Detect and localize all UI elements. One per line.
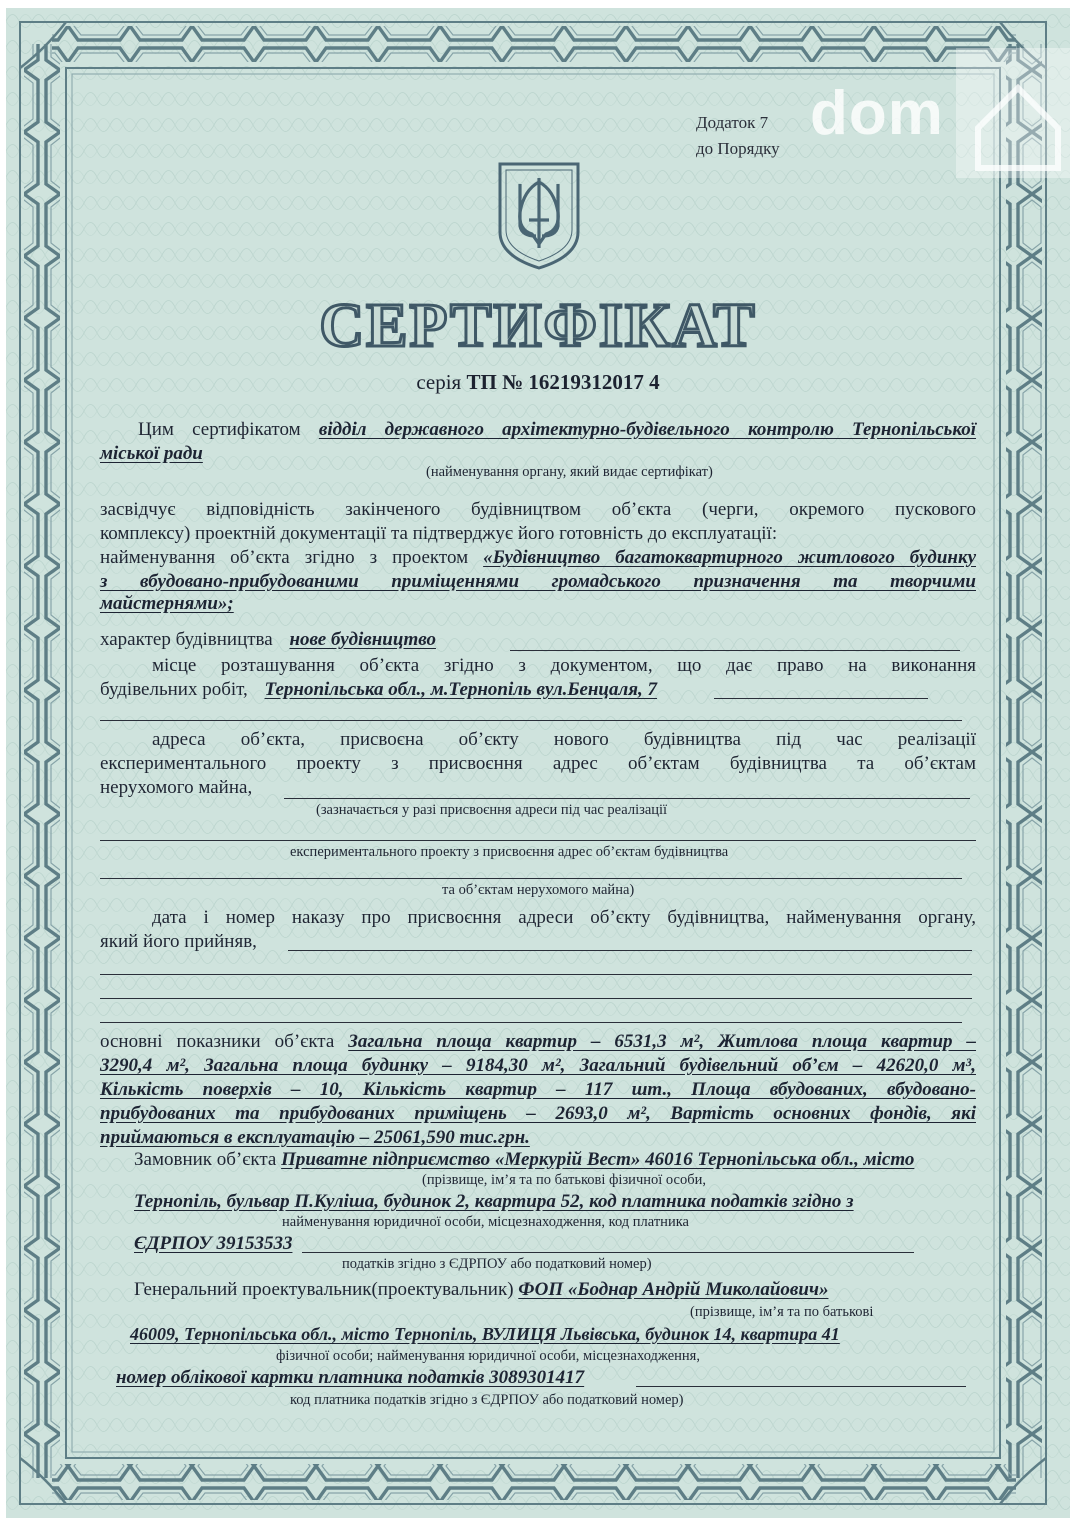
object-name-value-2: з вбудовано-прибудованими приміщеннями громадського призначення та творчими (100, 571, 976, 592)
address-caption-3: та об’єктам нерухомого майна) (442, 882, 635, 898)
object-name-line-1 (100, 546, 976, 570)
construction-type-line (510, 650, 960, 651)
construction-type-value: нове будівництво (289, 629, 436, 650)
customer-value-1: Приватне підприємство «Меркурій Вест» 46016 Тернопільська обл., місто (281, 1149, 915, 1170)
address-line-1: адреса об’єкта, присвоєна об’єкту нового будівництва під час реалізації (152, 729, 976, 750)
indicators-lead: основні показники об’єкта (100, 1031, 335, 1052)
order-blank-2 (100, 974, 972, 975)
designer-caption-1: (прізвище, ім’я та по батькові (690, 1304, 874, 1320)
address-caption-1: (зазначається у разі присвоєння адреси під час реалізації (316, 802, 668, 818)
order-blank-1 (288, 950, 972, 951)
issuer-caption: (найменування органу, який видає сертифікат) (426, 464, 713, 480)
issuer-value-1: відділ державного архітектурно-будівельного контролю Тернопільської (318, 419, 977, 440)
location-value: Тернопільська обл., м.Тернопіль вул.Бенцаля, 7 (264, 679, 658, 700)
title-text: СЕРТИФІКАТ (319, 292, 757, 360)
location-line-end (714, 698, 928, 699)
object-name-lead: найменування об’єкта згідно з проектом (100, 547, 469, 568)
indicators-value-1: Загальна площа квартир – 6531,3 м², Житлова площа квартир – (348, 1031, 977, 1052)
location-line-2 (100, 678, 657, 702)
order-line-2: який його прийняв, (100, 931, 257, 952)
designer-value-3: номер облікової картки платника податків 3089301417 (116, 1367, 585, 1388)
certifies-line-1: засвідчує відповідність закінченого будівництвом об’єкта (черги, окремого пускового (100, 499, 976, 520)
address-blank-3 (100, 878, 962, 879)
address-line-2: експериментального проекту з присвоєння адрес об’єктам будівництва та об’єктам (100, 753, 976, 774)
construction-type-row (100, 628, 436, 652)
certificate-page (6, 8, 1070, 1518)
issuer-value-2: міської ради (100, 443, 203, 464)
designer-line-1 (134, 1278, 976, 1302)
customer-value-3: ЄДРПОУ 39153533 (134, 1233, 293, 1254)
designer-caption-3: код платника податків згідно з ЄДРПОУ або податковий номер) (290, 1392, 684, 1408)
indicators-value-2: 3290,4 м², Загальна площа будинку – 9184,30 м², Загальний будівельний об’єм – 42620,0 м³, (100, 1055, 976, 1076)
serial-prefix: серія (416, 370, 462, 394)
object-name-value-1: «Будівництво багатоквартирного житлового будинку (483, 547, 977, 568)
annex-line-2: до Порядку (696, 139, 780, 158)
designer-caption-2: фізичної особи; найменування юридичної особи, місцезнаходження, (276, 1348, 700, 1364)
annex-note (696, 110, 780, 162)
designer-value-2: 46009, Тернопільська обл., місто Тернопіль, ВУЛИЦЯ Львівська, будинок 14, квартира 41 (130, 1324, 840, 1344)
customer-caption-2: найменування юридичної особи, місцезнаходження, код платника (282, 1214, 689, 1230)
customer-caption-3: податків згідно з ЄДРПОУ або податковий номер) (342, 1256, 652, 1272)
customer-caption-1: (прізвище, ім’я та по батькові фізичної особи, (422, 1172, 706, 1188)
designer-line-end (636, 1386, 966, 1387)
designer-value-1: ФОП «Боднар Андрій Миколайович» (518, 1279, 829, 1300)
address-line-3: нерухомого майна, (100, 777, 253, 798)
indicators-line-1 (100, 1030, 976, 1054)
indicators-value-3: Кількість поверхів – 10, Кількість квартир – 117 шт., Площа вбудованих, вбудовано- (100, 1079, 976, 1100)
location-blank-line (100, 720, 962, 721)
coat-of-arms-icon (496, 160, 582, 272)
annex-line-1: Додаток 7 (696, 113, 769, 132)
serial-series: ТП (466, 370, 497, 394)
issuer-line-1 (100, 418, 976, 442)
customer-value-2: Тернопіль, бульвар П.Куліша, будинок 2, квартира 52, код платника податків згідно з (134, 1191, 854, 1212)
customer-line-end (302, 1252, 914, 1253)
construction-type-lead: характер будівництва (100, 629, 273, 650)
watermark (748, 48, 1070, 188)
watermark-text: dom (810, 79, 944, 148)
designer-lead: Генеральний проектувальник(проектувальник) (134, 1279, 514, 1300)
issuer-lead: Цим сертифікатом (138, 419, 301, 440)
location-line-1: місце розташування об’єкта згідно з документом, що дає право на виконання (152, 655, 976, 676)
indicators-value-5: приймаються в експлуатацію – 25061,590 тис.грн. (100, 1127, 530, 1148)
object-name-value-3: майстернями»; (100, 593, 234, 614)
address-blank-1 (284, 798, 970, 799)
certifies-line-2: комплексу) проектній документації та підтверджує його готовність до експлуатації: (100, 523, 778, 544)
order-blank-4 (100, 1022, 962, 1023)
serial-number-sign: № (502, 370, 524, 394)
address-caption-2: експериментального проекту з присвоєння адрес об’єктам будівництва (290, 844, 729, 860)
indicators-value-4: прибудованих та прибудованих приміщень – 2693,0 м², Вартість основних фондів, які (100, 1103, 976, 1124)
order-blank-3 (100, 998, 972, 999)
customer-lead: Замовник об’єкта (134, 1149, 277, 1170)
certificate-title (6, 288, 1070, 360)
serial-number (6, 370, 1070, 395)
serial-value: 16219312017 4 (528, 370, 660, 394)
customer-line-1 (134, 1148, 976, 1172)
address-blank-2 (100, 840, 976, 841)
issuer-line-2 (100, 442, 976, 466)
order-line-1: дата і номер наказу про присвоєння адреси об’єкту будівництва, найменування органу, (152, 907, 976, 928)
location-lead: будівельних робіт, (100, 679, 248, 700)
